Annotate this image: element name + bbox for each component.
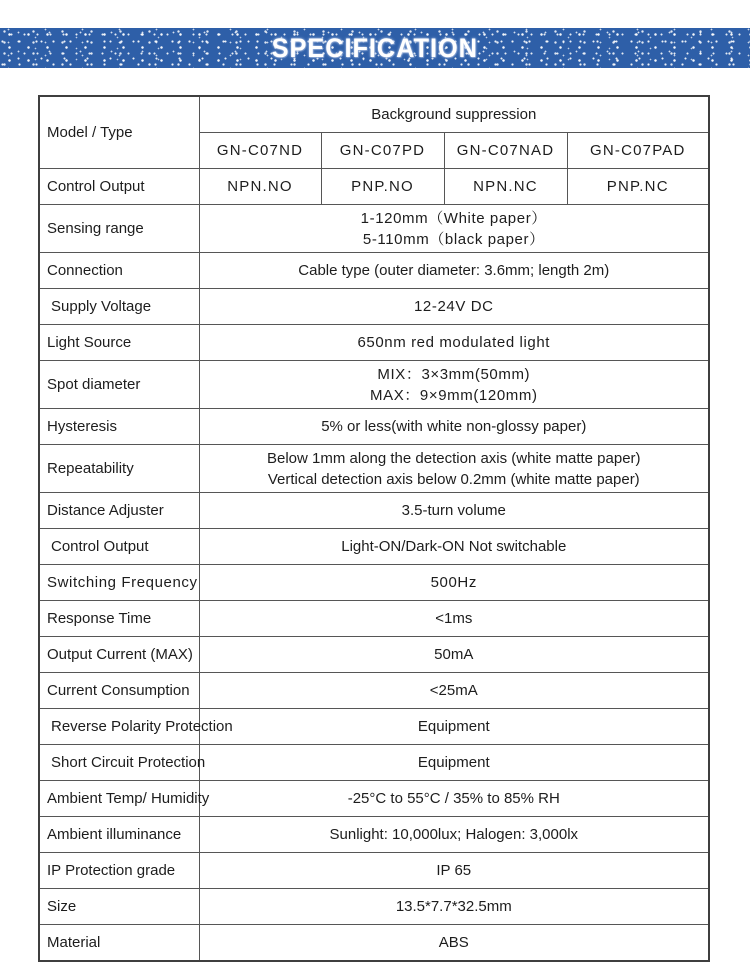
row-label: Switching Frequency	[39, 565, 199, 601]
row-label: Sensing range	[39, 205, 199, 253]
spec-row	[39, 289, 709, 325]
row-label: Repeatability	[39, 445, 199, 493]
row-label: Reverse Polarity Protection	[39, 709, 199, 745]
row-value: MIX：3×3mm(50mm) MAX：9×9mm(120mm)	[199, 361, 709, 409]
row-value: 1-120mm（White paper） 5-110mm（black paper）	[199, 205, 709, 253]
spec-row	[39, 889, 709, 925]
row-label: Light Source	[39, 325, 199, 361]
spec-row	[39, 637, 709, 673]
row-value: Sunlight: 10,000lux; Halogen: 3,000lx	[199, 817, 709, 853]
output-type-cell: NPN.NO	[199, 169, 321, 205]
row-value: IP 65	[199, 853, 709, 889]
model-name-cell: GN-C07NAD	[444, 133, 567, 169]
row-value: Cable type (outer diameter: 3.6mm; length 2m)	[199, 253, 709, 289]
group-header-row	[39, 96, 709, 133]
row-label: IP Protection grade	[39, 853, 199, 889]
row-value: 5% or less(with white non-glossy paper)	[199, 409, 709, 445]
spec-row	[39, 409, 709, 445]
output-type-cell: NPN.NC	[444, 169, 567, 205]
specification-banner	[0, 28, 750, 68]
model-type-label: Model / Type	[39, 96, 199, 169]
row-label: Response Time	[39, 601, 199, 637]
group-header-cell: Background suppression	[199, 96, 709, 133]
row-value: 3.5-turn volume	[199, 493, 709, 529]
spec-row	[39, 745, 709, 781]
row-label: Short Circuit Protection	[39, 745, 199, 781]
row-label: Output Current (MAX)	[39, 637, 199, 673]
spec-row	[39, 361, 709, 409]
row-value: Equipment	[199, 709, 709, 745]
row-label: Connection	[39, 253, 199, 289]
model-name-cell: GN-C07ND	[199, 133, 321, 169]
spec-row	[39, 925, 709, 962]
spec-row	[39, 205, 709, 253]
spec-row	[39, 709, 709, 745]
spec-row	[39, 445, 709, 493]
row-label: Control Output	[39, 529, 199, 565]
spec-row	[39, 781, 709, 817]
banner-title: SPECIFICATION	[271, 32, 479, 63]
row-value: 13.5*7.7*32.5mm	[199, 889, 709, 925]
row-value: 12-24V DC	[199, 289, 709, 325]
spec-row	[39, 493, 709, 529]
row-label: Distance Adjuster	[39, 493, 199, 529]
row-label: Ambient Temp/ Humidity	[39, 781, 199, 817]
row-value: Equipment	[199, 745, 709, 781]
model-name-cell: GN-C07PD	[321, 133, 444, 169]
row-value: 50mA	[199, 637, 709, 673]
row-label: Supply Voltage	[39, 289, 199, 325]
spec-row	[39, 853, 709, 889]
row-value: ABS	[199, 925, 709, 962]
row-label: Control Output	[39, 169, 199, 205]
spec-row	[39, 601, 709, 637]
row-label: Current Consumption	[39, 673, 199, 709]
row-label: Size	[39, 889, 199, 925]
spec-row	[39, 325, 709, 361]
spec-row	[39, 565, 709, 601]
row-value: -25°C to 55°C / 35% to 85% RH	[199, 781, 709, 817]
specification-table	[38, 95, 710, 962]
row-value: <25mA	[199, 673, 709, 709]
row-value: Below 1mm along the detection axis (white matte paper) Vertical detection axis below 0.2mm (white matte paper)	[199, 445, 709, 493]
spec-row	[39, 673, 709, 709]
row-label: Material	[39, 925, 199, 962]
row-label: Hysteresis	[39, 409, 199, 445]
row-value: 650nm red modulated light	[199, 325, 709, 361]
control-output-header-row	[39, 169, 709, 205]
output-type-cell: PNP.NO	[321, 169, 444, 205]
row-label: Spot diameter	[39, 361, 199, 409]
row-label: Ambient illuminance	[39, 817, 199, 853]
output-type-cell: PNP.NC	[567, 169, 709, 205]
spec-row	[39, 253, 709, 289]
row-value: 500Hz	[199, 565, 709, 601]
row-value: <1ms	[199, 601, 709, 637]
model-name-cell: GN-C07PAD	[567, 133, 709, 169]
row-value: Light-ON/Dark-ON Not switchable	[199, 529, 709, 565]
spec-row	[39, 817, 709, 853]
spec-row	[39, 529, 709, 565]
